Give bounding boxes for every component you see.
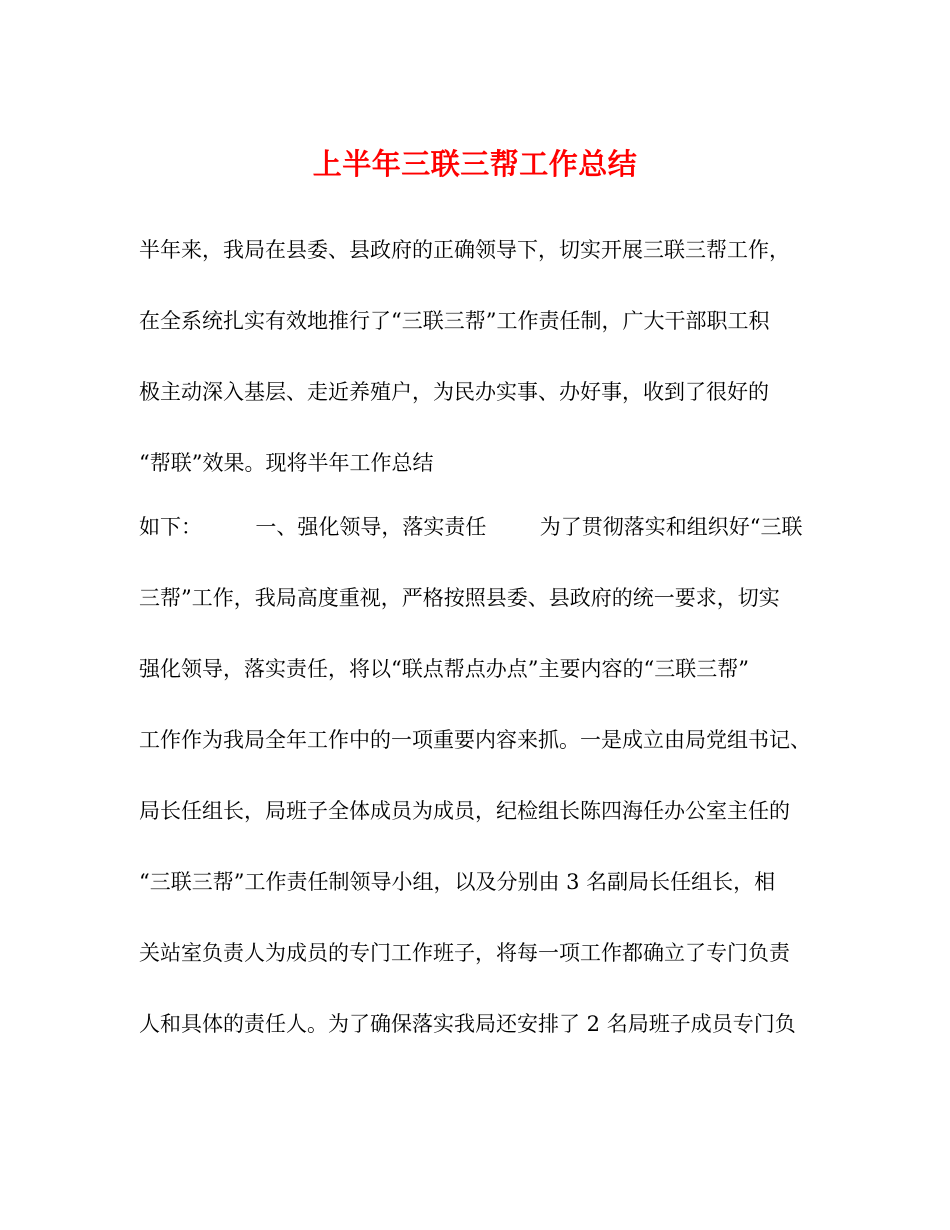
body-line-8: 工作作为我局全年工作中的一项重要内容来抓。一是成立由局党组书记、 (139, 728, 811, 752)
body-line-2: 在全系统扎实有效地推行了“三联三帮”工作责任制，广大干部职工积 (139, 309, 770, 333)
body-line-1: 半年来，我局在县委、县政府的正确领导下，切实开展三联三帮工作， (139, 238, 790, 262)
document-title: 上半年三联三帮工作总结 (312, 147, 638, 181)
body-line-3: 极主动深入基层、走近养殖户，为民办实事、办好事，收到了很好的 (139, 380, 769, 404)
body-line-12: 人和具体的责任人。为了确保落实我局还安排了 2 名局班子成员专门负 (139, 1012, 796, 1036)
body-line-4: “帮联”效果。现将半年工作总结 (139, 451, 434, 475)
body-line-5: 如下： 一、强化领导，落实责任 为了贯彻落实和组织好“三联 (139, 515, 803, 539)
body-line-11: 关站室负责人为成员的专门工作班子，将每一项工作都确立了专门负责 (139, 941, 790, 965)
body-line-7: 强化领导，落实责任，将以“联点帮点办点”主要内容的“三联三帮” (139, 657, 749, 681)
body-line-10: “三联三帮”工作责任制领导小组，以及分别由 3 名副局长任组长，相 (139, 870, 776, 894)
body-line-9: 局长任组长，局班子全体成员为成员，纪检组长陈四海任办公室主任的 (139, 799, 790, 823)
body-line-6: 三帮”工作，我局高度重视，严格按照县委、县政府的统一要求，切实 (139, 586, 780, 610)
